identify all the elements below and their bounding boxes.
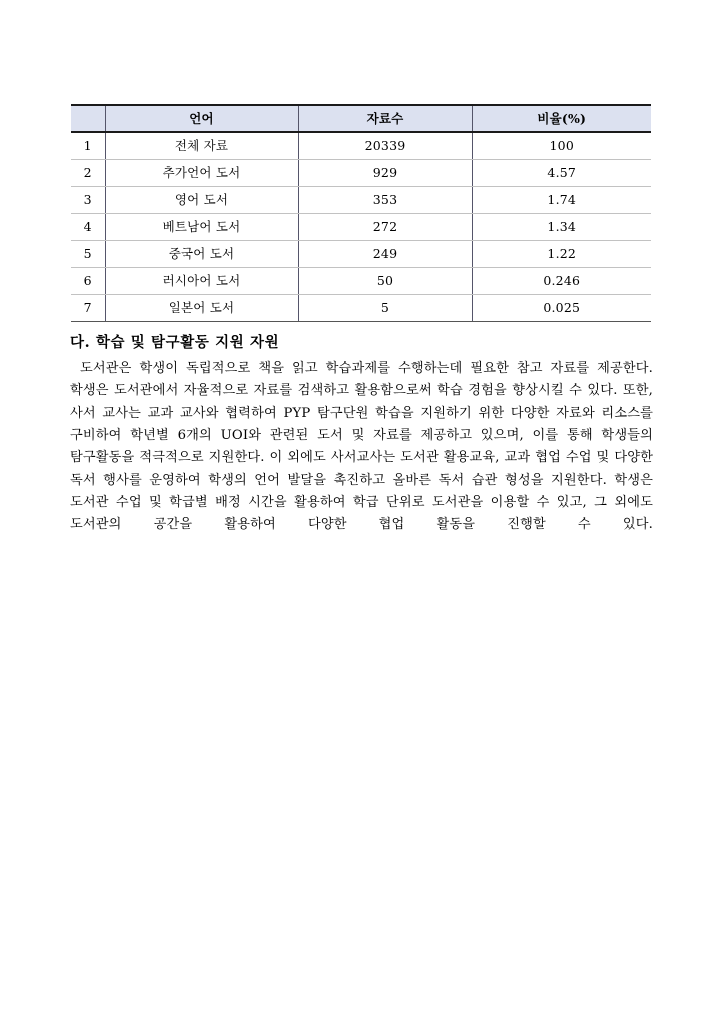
table-row <box>71 295 651 322</box>
language-materials-table <box>71 104 651 322</box>
table-cell-ratio: 0.246 <box>472 268 651 295</box>
section-paragraph: 도서관은 학생이 독립적으로 책을 읽고 학습과제를 수행하는데 필요한 참고 자료를 제공한다. 학생은 도서관에서 자율적으로 자료를 검색하고 활용함으로써 학습 경험을 향상시킬 수 있다. 또한, 사서 교사는 교과 교사와 협력하여 PYP 탐구단원 학습을 지원하기 위한 다양한 자료와 리소스를 구비하여 학년별 6개의 UOI와 관련된 도서 및 자료를 제공하고 있으며, 이를 통해 학생들의 탐구활동을 적극적으로 지원한다. 이 외에도 사서교사는 도서관 활용교육, 교과 협업 수업 및 다양한 독서 행사를 운영하여 학생의 언어 발달을 촉진하고 올바른 독서 습관 형성을 지원한다. 학생은 도서관 수업 및 학급별 배정 시간을 활용하여 학급 단위로 도서관을 이용할 수 있고, 그 외에도 도서관의 공간을 활용하여 다양한 협업 활동을 진행할 수 있다. <box>70 361 653 533</box>
table-header-row <box>71 105 651 132</box>
table-cell-language: 중국어 도서 <box>105 241 298 268</box>
table-cell-index: 7 <box>71 295 105 322</box>
table-cell-count: 929 <box>298 160 472 187</box>
table-cell-index: 6 <box>71 268 105 295</box>
table-cell-language: 일본어 도서 <box>105 295 298 322</box>
table-row <box>71 268 651 295</box>
table-cell-ratio: 0.025 <box>472 295 651 322</box>
table-cell-count: 272 <box>298 214 472 241</box>
table-header-ratio: 비율(%) <box>472 105 651 132</box>
table-cell-count: 353 <box>298 187 472 214</box>
table-cell-count: 20339 <box>298 132 472 160</box>
table-row <box>71 214 651 241</box>
table-cell-index: 4 <box>71 214 105 241</box>
table-body <box>71 132 651 322</box>
table-cell-index: 2 <box>71 160 105 187</box>
table-cell-language: 전체 자료 <box>105 132 298 160</box>
table-row <box>71 132 651 160</box>
table-cell-count: 5 <box>298 295 472 322</box>
table-cell-index: 5 <box>71 241 105 268</box>
table-cell-index: 3 <box>71 187 105 214</box>
table-cell-language: 추가언어 도서 <box>105 160 298 187</box>
table-cell-index: 1 <box>71 132 105 160</box>
table-cell-ratio: 1.34 <box>472 214 651 241</box>
table-cell-language: 베트남어 도서 <box>105 214 298 241</box>
table-row <box>71 241 651 268</box>
table-header-count: 자료수 <box>298 105 472 132</box>
language-materials-table-wrapper <box>71 104 651 322</box>
table-cell-language: 러시아어 도서 <box>105 268 298 295</box>
table-row <box>71 160 651 187</box>
table-row <box>71 187 651 214</box>
table-cell-ratio: 4.57 <box>472 160 651 187</box>
table-header-index <box>71 105 105 132</box>
table-header-language: 언어 <box>105 105 298 132</box>
table-cell-ratio: 1.22 <box>472 241 651 268</box>
table-cell-ratio: 1.74 <box>472 187 651 214</box>
table-header <box>71 105 651 132</box>
table-cell-count: 249 <box>298 241 472 268</box>
table-cell-ratio: 100 <box>472 132 651 160</box>
section-heading: 다. 학습 및 탐구활동 지원 자원 <box>70 334 280 351</box>
table-cell-count: 50 <box>298 268 472 295</box>
table-cell-language: 영어 도서 <box>105 187 298 214</box>
